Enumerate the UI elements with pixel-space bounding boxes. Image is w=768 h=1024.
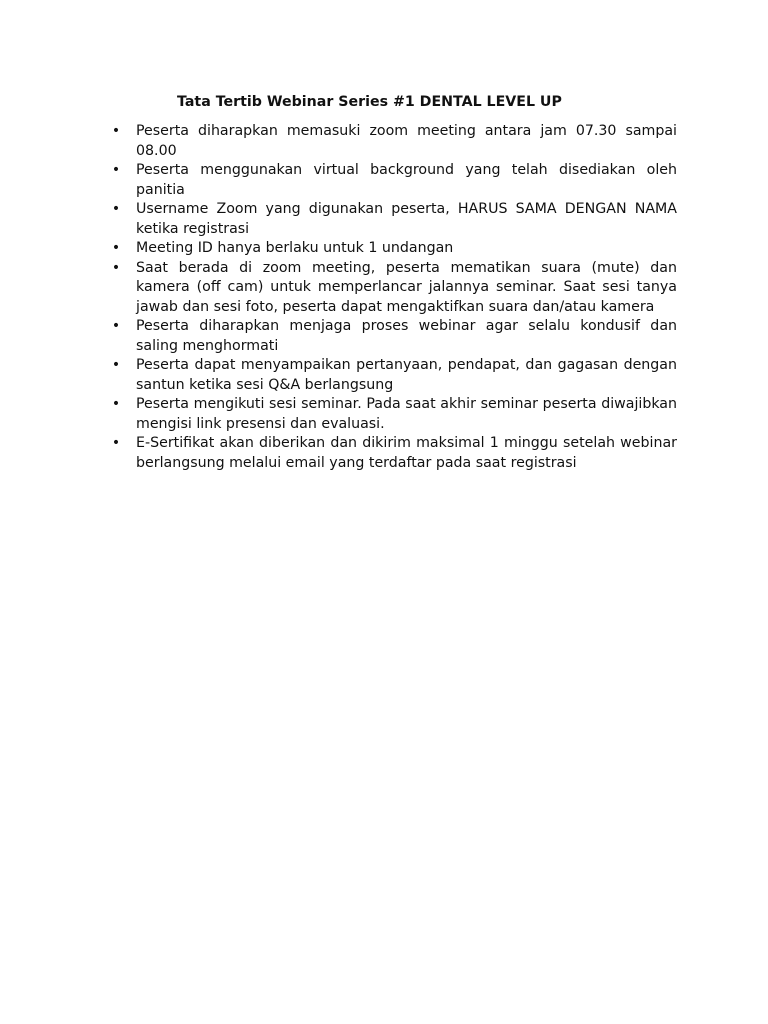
bullet-icon: • [111,318,121,334]
bullet-icon: • [111,240,121,256]
rules-list [110,122,677,473]
rule-text: E-Sertifikat akan diberikan dan dikirim maksimal 1 minggu setelah webinar berlangsung melalui email yang terdaftar pada saat registrasi [136,435,677,471]
bullet-icon: • [111,357,121,373]
rule-text: Peserta mengikuti sesi seminar. Pada saat akhir seminar peserta diwajibkan mengisi link presensi dan evaluasi. [136,396,677,432]
bullet-icon: • [111,435,121,451]
rule-item [110,200,677,239]
rule-text: Saat berada di zoom meeting, peserta mematikan suara (mute) dan kamera (off cam) untuk memperlancar jalannya seminar. Saat sesi tanya jawab dan sesi foto, peserta dapat mengaktifkan suara dan/atau kamera [136,259,677,315]
rule-item [110,161,677,200]
rule-text: Peserta menggunakan virtual background yang telah disediakan oleh panitia [136,162,677,198]
rule-text: Peserta dapat menyampaikan pertanyaan, pendapat, dan gagasan dengan santun ketika sesi Q&A berlangsung [136,357,677,393]
rule-item [110,395,677,434]
rule-item [110,259,677,318]
rule-item [110,356,677,395]
rule-text: Peserta diharapkan menjaga proses webinar agar selalu kondusif dan saling menghormati [136,318,677,354]
rule-item [110,122,677,161]
rule-item [110,434,677,473]
bullet-icon: • [111,162,121,178]
bullet-icon: • [111,259,121,276]
rule-item [110,317,677,356]
rule-item [110,239,677,259]
rule-text: Peserta diharapkan memasuki zoom meeting antara jam 07.30 sampai 08.00 [136,123,677,159]
bullet-icon: • [111,201,121,217]
rule-text: Username Zoom yang digunakan peserta, HARUS SAMA DENGAN NAMA ketika registrasi [136,201,677,237]
document-title: Tata Tertib Webinar Series #1 DENTAL LEVEL UP [177,94,562,110]
rule-text: Meeting ID hanya berlaku untuk 1 undangan [136,240,454,256]
bullet-icon: • [111,396,121,412]
bullet-icon: • [111,123,121,139]
